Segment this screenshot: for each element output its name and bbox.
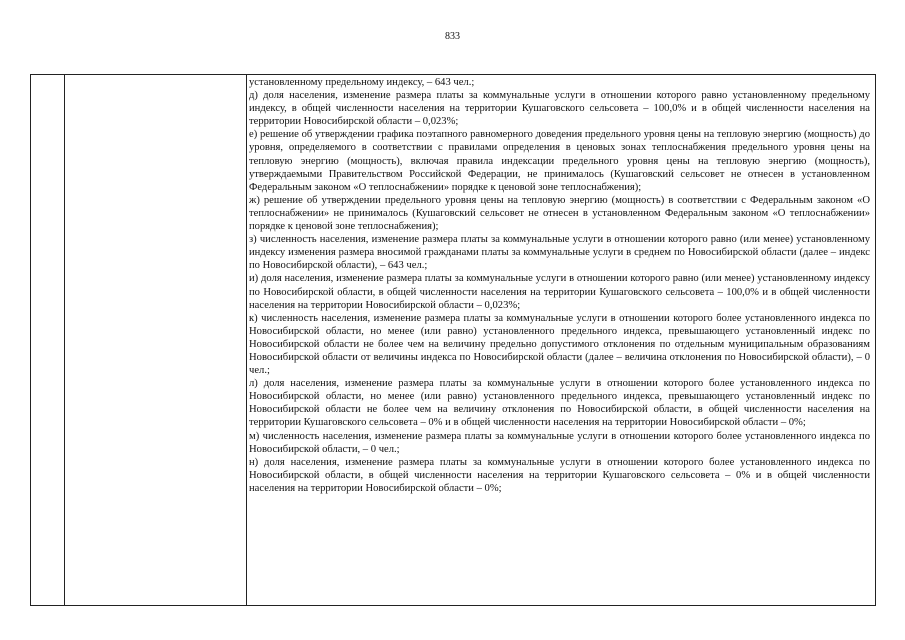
table-column-number [31, 75, 65, 605]
paragraph-i: и) доля населения, изменение размера платы за коммунальные услуги в отношении которого равно (или менее) установленному индексу по Новосибирской области, в общей численности населения на территории Кушаговского сельсовета – 100,0% и в общей численности населения на территории Новосибирской области – 0,023%; [249, 273, 870, 311]
paragraph-l: л) доля населения, изменение размера платы за коммунальные услуги в отношении которого более установленного индекса по Новосибирской области, но менее (или равно) установленного предельного индекса, превышающего установленный индекс по Новосибирской области не более чем на величину отклонения по Новосибирской области, в общей численности населения на территории Кушаговского сельсовета – 0% и в общей численности населения на территории Новосибирской области – 0%; [249, 378, 870, 429]
paragraph-m: м) численность населения, изменение размера платы за коммунальные услуги в отношении которого более установленного индекса по Новосибирской области, – 0 чел.; [249, 430, 870, 455]
paragraph-n: н) доля населения, изменение размера платы за коммунальные услуги в отношении которого более установленного индекса по Новосибирской области, в общей численности населения на территории Кушаговского сельсовета – 0% и в общей численности населения на территории Новосибирской области – 0%; [249, 456, 870, 494]
document-table [30, 74, 876, 606]
paragraph-d: д) доля населения, изменение размера платы за коммунальные услуги в отношении которого равно установленному предельному индексу, в общей численности населения на территории Кушаговского сельсовета – 100,0% и в общей численности населения на территории Новосибирской области – 0,023%; [249, 90, 870, 128]
paragraph-e: е) решение об утверждении графика поэтапного равномерного доведения предельного уровня цены на тепловую энергию (мощность) до уровня, определяемого в соответствии с правилами определения в ценовых зонах теплоснабжения предельного уровня цены на тепловую энергию (мощность), включая правила индексации предельного уровня цены на тепловую энергию (мощность), утверждаемыми Правительством Российской Федерации, не принималось (Кушаговский сельсовет не отнесен в установленном Федеральным законом «О теплоснабжении» порядке к ценовой зоне теплоснабжения); [249, 129, 870, 193]
paragraph-continuation: установленному предельному индексу, – 643 чел.; [249, 77, 475, 88]
table-column-name [65, 75, 247, 605]
paragraph-z: з) численность населения, изменение размера платы за коммунальные услуги в отношении которого равно (или менее) установленному индексу изменения размера вносимой гражданами платы за коммунальные услуги в среднем по Новосибирской области (далее – индекс по Новосибирской области), – 643 чел.; [249, 234, 870, 272]
table-column-content [249, 75, 870, 606]
page-number: 833 [445, 31, 460, 42]
paragraph-k: к) численность населения, изменение размера платы за коммунальные услуги в отношении которого более установленного индекса по Новосибирской области, но менее (или равно) установленного предельного индекса, превышающего установленный индекс по Новосибирской области не более чем на величину предельно допустимого отклонения по отдельным муниципальным образованиям Новосибирской области от величины индекса по Новосибирской области (далее – величина отклонения по Новосибирской области), – 0 чел.; [249, 312, 870, 377]
paragraph-zh: ж) решение об утверждении предельного уровня цены на тепловую энергию (мощность) в соответствии с Федеральным законом «О теплоснабжении» не принималось (Кушаговский сельсовет не отнесен в установленном Федеральным законом «О теплоснабжении» порядке к ценовой зоне теплоснабжения); [249, 194, 870, 233]
